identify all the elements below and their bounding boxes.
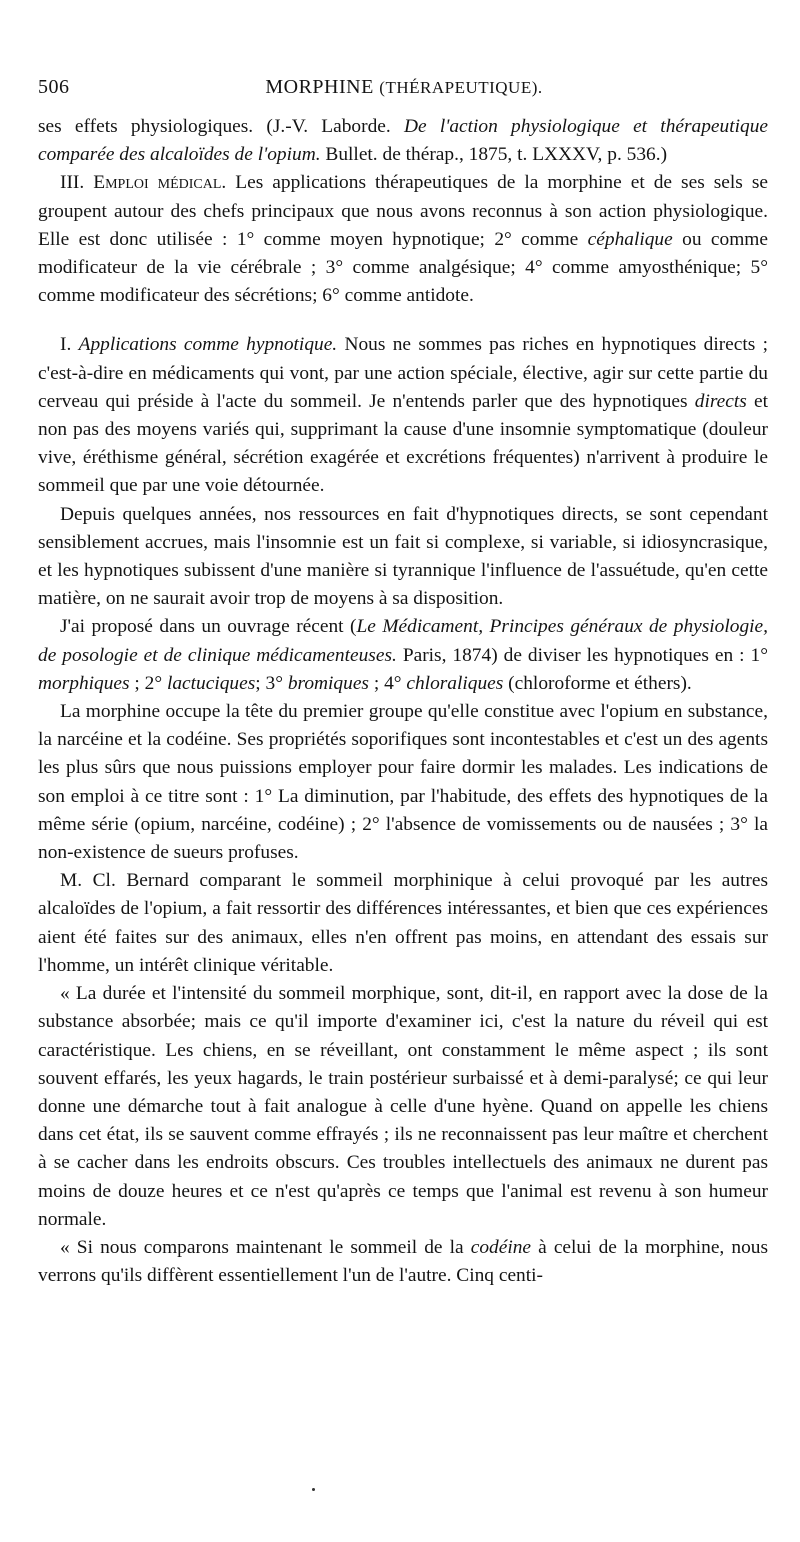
text-run: « La durée et l'intensité du sommeil morphique, sont, dit-il, en rapport avec la dose de la substance absorbée; mais ce qu'il importe d'examiner ici, c'est la nature du réveil qui est caractéristique. Les chiens, en se réveillant, ont constamment le même aspect ; ils sont souvent effarés, les yeux hagards, le train postérieur surbaissé et à demi-paralysé; ce qui leur donne une démarche tout à fait analogue à celle d'une hyène. Quand on appelle les chiens dans cet état, ils se sauvent comme effrayés ; ils ne reconnaissent pas leur maître et cherchent à se cacher dans les endroits obscurs. Ces troubles intellectuels des animaux ne durent pas moins de douze heures et ce n'est qu'après ce temps que l'animal est revenu à son humeur normale.	[38, 983, 768, 1230]
paragraph	[38, 113, 768, 169]
body-text	[38, 113, 768, 1290]
text-run: ses effets physiologiques. (J.-V. Laborde.	[38, 116, 404, 137]
text-run: à celui de la morphine, nous verrons qu'ils diffèrent essentiellement l'un de l'autre. Cinq centi-	[38, 1236, 769, 1287]
text-run: Les applications thérapeutiques de la morphine et de ses sels se groupent autour des chefs principaux que nous avons reconnus à son action physiologique. Elle est donc utilisée : 1° comme moyen hypnotique; 2° comme	[38, 172, 768, 250]
italic-text: chloraliques	[406, 672, 504, 694]
text-run: ; 3°	[255, 672, 288, 694]
text-run: III.	[60, 172, 94, 194]
text-run: ou comme modificateur de la vie cérébrale ; 3° comme analgésique; 4° comme amyosthénique; 5° comme modificateur des sécrétions; 6° comme antidote.	[38, 228, 768, 307]
text-run: I.	[60, 334, 79, 356]
paragraph	[38, 698, 768, 867]
text-run: La morphine occupe la tête du premier groupe qu'elle constitue avec l'opium en substance, la narcéine et la codéine. Ses propriétés soporifiques sont incontestables et c'est un des agents les plus sûrs que nous puissions employer pour faire dormir les malades. Les indications de son emploi à ce titre sont : 1° La diminution, par l'habitude, des effets des hypnotiques de la même série (opium, narcéine, codéine) ; 2° l'absence de vomissements ou de nausées ; 3° la non-existence de sueurs profuses.	[38, 701, 768, 864]
small-caps-heading: Emploi médical.	[93, 172, 227, 194]
page-header	[38, 76, 770, 106]
paragraph	[38, 501, 768, 614]
italic-text: directs	[694, 390, 747, 412]
text-run: J'ai proposé dans un ouvrage récent (	[60, 616, 357, 638]
text-run: Nous ne sommes pas riches en hypnotiques directs ; c'est-à-dire en médicaments qui vont, par une action spéciale, élective, agir sur cette partie du cerveau qui préside à l'acte du sommeil. Je n'entends parler que des hypnotiques	[38, 334, 769, 412]
text-run: Paris, 1874) de diviser les hypnotiques en : 1°	[396, 644, 768, 666]
italic-text: Le Médicament, Principes généraux de physiologie, de posologie et de clinique médicamenteuses.	[38, 616, 768, 666]
text-run: (chloroforme et éthers).	[503, 672, 692, 694]
text-run: M. Cl. Bernard comparant le sommeil morphinique à celui provoqué par les autres alcaloïdes de l'opium, a fait ressortir des différences intéressantes, et bien que ces expériences aient été faites sur des animaux, elles n'en offrent pas moins, en attendant des essais sur l'homme, un intérêt clinique véritable.	[38, 870, 768, 976]
paragraph	[38, 980, 768, 1234]
running-title-subtitle: (THÉRAPEUTIQUE).	[379, 78, 543, 97]
running-title	[38, 76, 770, 99]
text-run: Bullet. de thérap., 1875, t. LXXXV, p. 536.)	[320, 144, 668, 166]
running-title-main: MORPHINE	[265, 76, 374, 98]
print-speck	[312, 1488, 315, 1491]
paragraph	[38, 1234, 768, 1290]
italic-text: bromiques	[287, 672, 369, 694]
text-run: ; 4°	[368, 672, 407, 694]
paragraph	[38, 613, 768, 698]
text-run: et non pas des moyens variés qui, supprimant la cause d'une insomnie symptomatique (douleur vive, éréthisme général, sécrétion exagérée et excrétions fréquentes) n'arrivent à produire le sommeil que par une voie détournée.	[38, 390, 769, 497]
text-run: Depuis quelques années, nos ressources en fait d'hypnotiques directs, se sont cependant sensiblement accrues, mais l'insomnie est un fait si complexe, si variable, si idiosyncrasique, et les hypnotiques subissent d'une manière si tyrannique l'influence de l'assuétude, qu'en cette matière, on ne saurait avoir trop de moyens à sa disposition.	[38, 503, 768, 610]
text-run: ; 2°	[129, 672, 167, 694]
italic-text: lactuciques	[166, 672, 256, 694]
italic-text: codéine	[470, 1236, 532, 1258]
paragraph	[38, 169, 768, 310]
page-number: 506	[38, 76, 70, 98]
italic-text: morphiques	[38, 672, 130, 694]
italic-text: céphalique	[587, 228, 673, 250]
paragraph	[38, 331, 768, 500]
italic-text: De l'action physiologique et thérapeutique comparée des alcaloïdes de l'opium.	[38, 116, 769, 166]
italic-text: Applications comme hypnotique.	[78, 334, 338, 356]
paragraph	[38, 867, 768, 980]
text-run: « Si nous comparons maintenant le sommeil de la	[60, 1236, 471, 1258]
